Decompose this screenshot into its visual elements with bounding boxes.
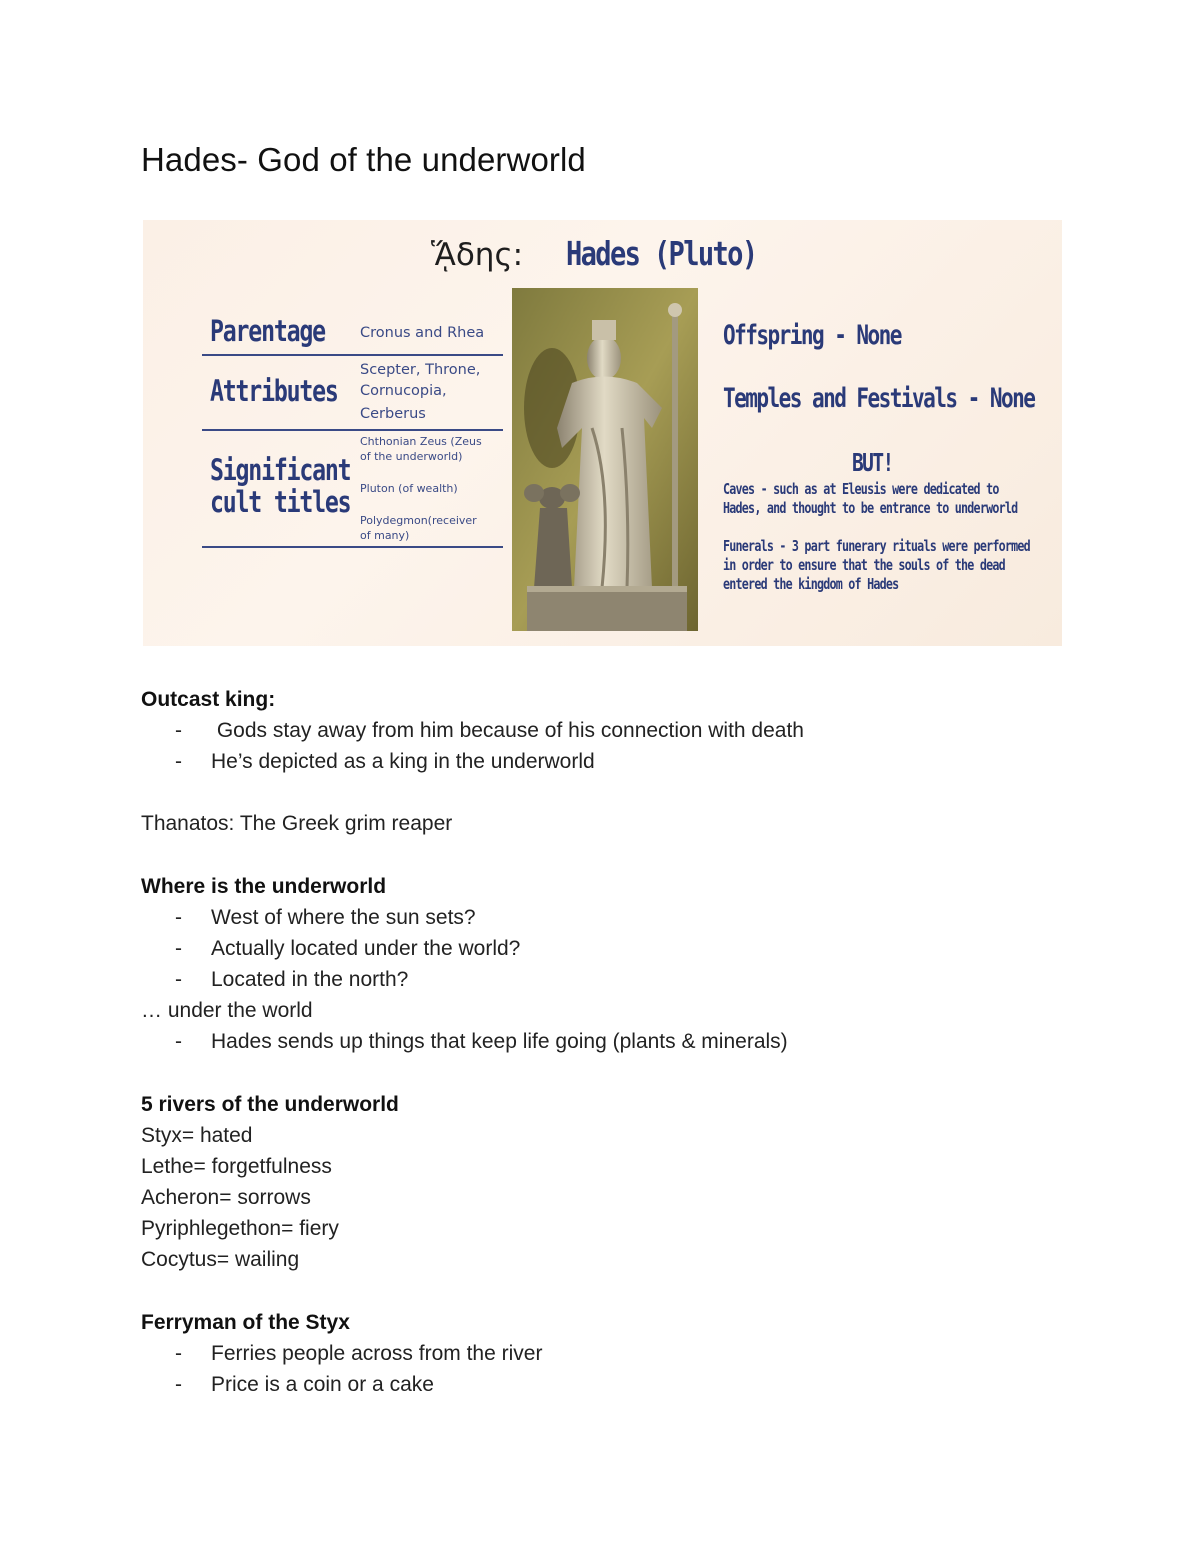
attributes-value-2: Cornucopia, xyxy=(360,383,447,399)
but-text: BUT! xyxy=(852,448,893,477)
cult-titles-label-2: cult titles xyxy=(210,485,351,519)
list-item-text: Located in the north? xyxy=(211,968,409,991)
cult-title-3a: Polydegmon(receiver xyxy=(360,514,477,527)
cult-title-2: Pluton (of wealth) xyxy=(360,482,458,495)
cult-title-1b: of the underworld) xyxy=(360,450,463,463)
greek-name: ᾍδης: xyxy=(431,237,524,273)
list-item-text: He’s depicted as a king in the underworld xyxy=(211,750,595,773)
page-title: Hades- God of the underworld xyxy=(141,141,586,178)
funerals-line-3: entered the kingdom of Hades xyxy=(723,575,899,593)
bullet-dash: - xyxy=(175,1030,182,1053)
english-name: Hades (Pluto) xyxy=(566,234,757,273)
river-item: Cocytus= wailing xyxy=(141,1248,300,1271)
funerals-line-2: in order to ensure that the souls of the dead xyxy=(723,556,1005,574)
list-item-text: Hades sends up things that keep life going (plants & minerals) xyxy=(211,1030,788,1053)
list-item xyxy=(175,937,520,961)
river-item: Acheron= sorrows xyxy=(141,1186,311,1209)
caves-line-2: Hades, and thought to be entrance to underworld xyxy=(723,499,1018,517)
list-item xyxy=(175,750,595,774)
list-item-text: West of where the sun sets? xyxy=(211,906,476,929)
infographic-content xyxy=(0,0,1200,700)
attributes-label: Attributes xyxy=(210,374,338,408)
list-item xyxy=(175,1373,434,1397)
list-item xyxy=(175,906,476,930)
funerals-line-1: Funerals - 3 part funerary rituals were performed xyxy=(723,537,1030,555)
section-heading-outcast: Outcast king: xyxy=(141,688,276,711)
cult-title-1a: Chthonian Zeus (Zeus xyxy=(360,435,482,448)
divider xyxy=(202,429,503,431)
list-item-text: Actually located under the world? xyxy=(211,937,521,960)
parentage-value: Cronus and Rhea xyxy=(360,325,485,341)
bullet-dash: - xyxy=(175,968,182,991)
attributes-value-1: Scepter, Throne, xyxy=(360,362,481,378)
divider xyxy=(202,546,503,548)
parentage-label: Parentage xyxy=(210,314,325,348)
offspring-text: Offspring - None xyxy=(723,320,901,351)
caves-line-1: Caves - such as at Eleusis were dedicated to xyxy=(723,480,999,498)
river-item: Lethe= forgetfulness xyxy=(141,1155,332,1178)
bullet-dash: - xyxy=(175,719,182,742)
where-answer: … under the world xyxy=(141,999,313,1022)
list-item xyxy=(175,968,408,992)
list-item-text: Price is a coin or a cake xyxy=(211,1373,434,1396)
thanatos-line: Thanatos: The Greek grim reaper xyxy=(141,812,453,835)
list-item-text: Ferries people across from the river xyxy=(211,1342,543,1365)
list-item xyxy=(175,1342,542,1366)
attributes-value-3: Cerberus xyxy=(360,406,426,422)
bullet-dash: - xyxy=(175,750,182,773)
list-item xyxy=(175,1030,788,1054)
bullet-dash: - xyxy=(175,1373,182,1396)
cult-title-3b: of many) xyxy=(360,529,410,542)
section-heading-ferryman: Ferryman of the Styx xyxy=(141,1311,350,1334)
bullet-dash: - xyxy=(175,937,182,960)
section-heading-where: Where is the underworld xyxy=(141,875,387,898)
river-item: Styx= hated xyxy=(141,1124,253,1147)
section-heading-rivers: 5 rivers of the underworld xyxy=(141,1093,399,1116)
list-item xyxy=(175,719,804,743)
bullet-dash: - xyxy=(175,906,182,929)
cult-titles-label-1: Significant xyxy=(210,453,351,487)
temples-text: Temples and Festivals - None xyxy=(723,383,1035,414)
hades-statue-image xyxy=(512,288,698,631)
divider xyxy=(202,354,503,356)
list-item-text: Gods stay away from him because of his connection with death xyxy=(211,719,804,742)
bullet-dash: - xyxy=(175,1342,182,1365)
river-item: Pyriphlegethon= fiery xyxy=(141,1217,339,1240)
